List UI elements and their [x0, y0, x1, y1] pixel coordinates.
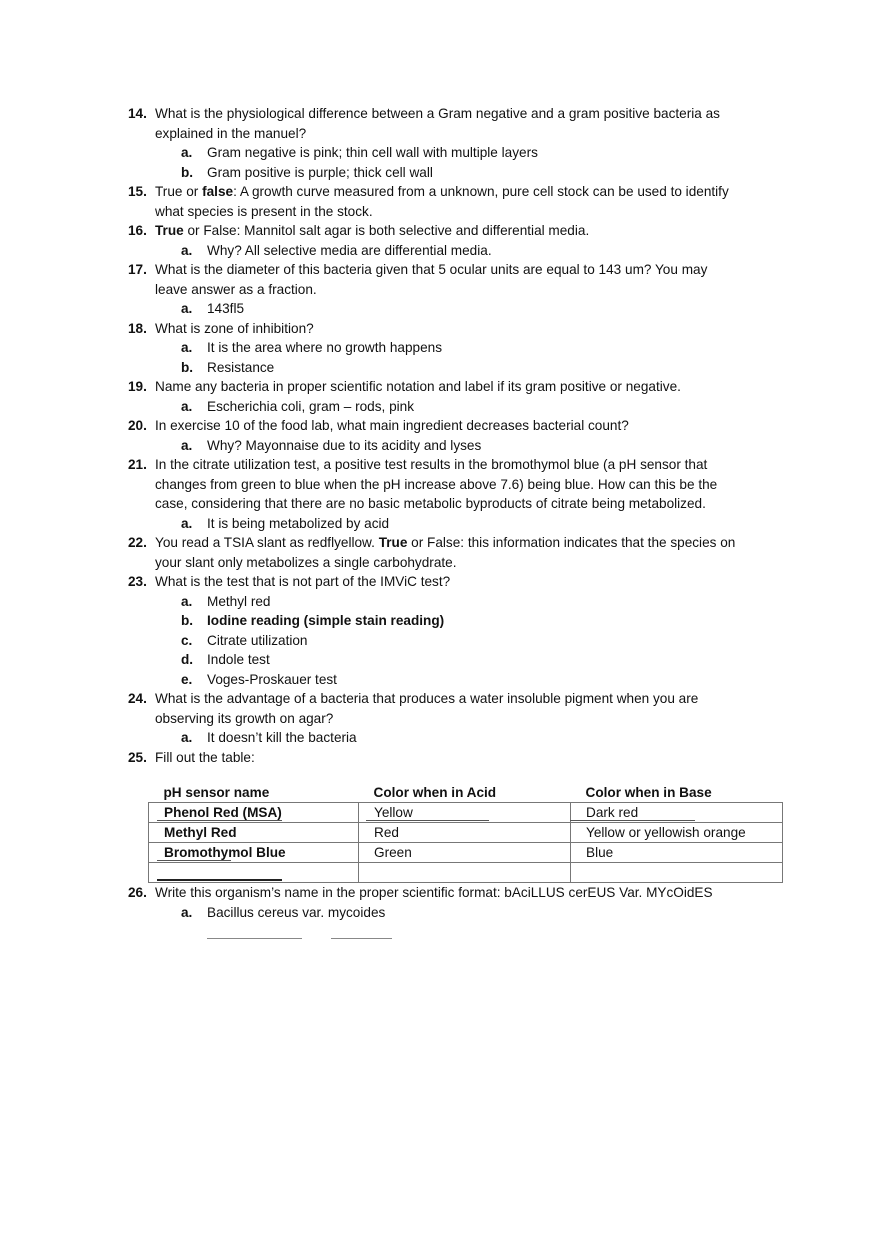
answer-item: [0, 728, 880, 748]
answer-item: [0, 358, 880, 378]
text-segment: You read a TSIA slant as redflyellow.: [155, 535, 379, 550]
question-text-line: What is the advantage of a bacteria that produces a water insoluble pigment when you are: [155, 691, 699, 706]
question-number: 15.: [128, 184, 147, 199]
answer-text: It is the area where no growth happens: [207, 340, 443, 355]
question-text-line: changes from green to blue when the pH increase above 7.6) being blue. How can this be the: [155, 476, 718, 492]
answer-text: Indole test: [207, 652, 270, 667]
answer-letter: a.: [181, 593, 193, 609]
cell-sensor: Methyl Red: [149, 823, 359, 843]
answer-text: Why? Mayonnaise due to its acidity and lyses: [207, 437, 482, 453]
question-item: [0, 689, 880, 728]
question-item: [0, 572, 880, 592]
cell-base: Blue: [571, 843, 783, 863]
answer-text: Escherichia coli, gram – rods, pink: [207, 398, 415, 414]
underline: [331, 938, 392, 939]
question-number: 22.: [128, 535, 147, 550]
underline: [157, 860, 231, 861]
question-text-line: case, considering that there are no basic metabolic byproducts of citrate being metabolized.: [155, 496, 706, 511]
cell-acid: Red: [359, 823, 571, 843]
cell-base: Yellow or yellowish orange: [571, 823, 783, 843]
question-number: 25.: [128, 749, 147, 765]
answer-item: [0, 143, 880, 163]
table-row: [149, 843, 783, 863]
question-text: Write this organism’s name in the proper scientific format: bAciLLUS cerEUS Var. MYcOidES: [155, 885, 713, 900]
question-text-line: What is the diameter of this bacteria given that 5 ocular units are equal to 143 um? You may: [155, 262, 708, 277]
text-segment: or False: this information indicates that the species on: [407, 535, 736, 550]
answer-letter: a.: [181, 340, 193, 355]
cell-acid: Yellow: [359, 803, 571, 823]
answer-letter: a.: [181, 398, 193, 414]
answer-text: Bacillus cereus var. mycoides: [207, 904, 386, 920]
answer-item: [0, 592, 880, 612]
answer-text: Voges-Proskauer test: [207, 671, 337, 687]
answer-item: [0, 514, 880, 534]
header-base-color: Color when in Base: [571, 783, 783, 803]
question-list: [0, 104, 880, 767]
bold-text: True: [378, 535, 408, 550]
question-item: [0, 377, 880, 397]
answer-item: [0, 650, 880, 670]
answer-text: 143fl5: [207, 301, 245, 316]
question-text-line: What is the physiological difference between a Gram negative and a gram positive bacteria as: [155, 106, 720, 121]
answer-letter: a.: [181, 730, 193, 745]
answer-item: [0, 299, 880, 319]
answer-letter: c.: [181, 632, 193, 648]
question-number: 26.: [128, 885, 147, 900]
underline: [366, 820, 489, 821]
bold-text: True: [155, 223, 184, 238]
question-text-line: Name any bacteria in proper scientific notation and label if its gram positive or negative.: [155, 379, 681, 394]
answer-text: It doesn’t kill the bacteria: [207, 730, 357, 745]
question-text-line: What is the test that is not part of the IMViC test?: [155, 574, 451, 589]
question-text-line: leave answer as a fraction.: [155, 281, 317, 297]
answer-letter: a.: [181, 904, 193, 920]
question-item: [0, 182, 880, 221]
cell-acid: Green: [359, 843, 571, 863]
ph-sensor-table: [148, 783, 783, 883]
question-text-line: explained in the manuel?: [155, 125, 307, 141]
question-number: 20.: [128, 418, 147, 433]
question-number: 19.: [128, 379, 147, 394]
answer-letter: b.: [181, 164, 194, 180]
answer-text: Gram negative is pink; thin cell wall with multiple layers: [207, 145, 538, 160]
answer-letter: e.: [181, 671, 193, 687]
question-text-line: In the citrate utilization test, a positive test results in the bromothymol blue (a pH sensor that: [155, 457, 708, 472]
answer-text: Iodine reading (simple stain reading): [207, 613, 445, 628]
question-item: [0, 455, 880, 514]
question-number: 23.: [128, 574, 147, 589]
underline: [570, 820, 695, 821]
question-number: 16.: [128, 223, 147, 238]
question-number: 18.: [128, 320, 147, 336]
question-item: [0, 104, 880, 143]
answer-text: Gram positive is purple; thick cell wall: [207, 164, 433, 180]
question-text-line: What is zone of inhibition?: [155, 320, 314, 336]
answer-letter: b.: [181, 359, 194, 375]
answer-text: Citrate utilization: [207, 632, 308, 648]
question-item: [0, 221, 880, 241]
question-text-line: In exercise 10 of the food lab, what main ingredient decreases bacterial count?: [155, 418, 629, 433]
question-item: [0, 748, 880, 768]
header-sensor-name: pH sensor name: [149, 783, 359, 803]
question-text-line: observing its growth on agar?: [155, 710, 334, 726]
header-acid-color: Color when in Acid: [359, 783, 571, 803]
question-number: 17.: [128, 262, 147, 277]
bold-text: false: [202, 184, 234, 199]
question-item: [0, 416, 880, 436]
answer-letter: a.: [181, 437, 193, 453]
answer-item: [0, 670, 880, 690]
answer-item: [0, 241, 880, 261]
answer-letter: a.: [181, 145, 193, 160]
question-number: 14.: [128, 106, 147, 121]
answer-text: Why? All selective media are differential media.: [207, 242, 492, 258]
cell-sensor: Phenol Red (MSA): [149, 803, 359, 823]
answer-item: [0, 397, 880, 417]
underline: [207, 938, 302, 939]
answer-item: [0, 163, 880, 183]
text-segment: True or: [155, 184, 203, 199]
underline: [157, 820, 282, 821]
cell-acid: [359, 863, 571, 883]
answer-text: It is being metabolized by acid: [207, 515, 390, 531]
question-text-line: what species is present in the stock.: [155, 203, 373, 219]
cell-base: [571, 863, 783, 883]
answer-item: [0, 631, 880, 651]
table-row: [149, 823, 783, 843]
answer-letter: a.: [181, 301, 193, 316]
text-segment: : A growth curve measured from a unknown, pure cell stock can be used to identify: [233, 184, 729, 199]
question-text-line: Fill out the table:: [155, 749, 255, 765]
question-26: [0, 883, 880, 922]
answer-letter: b.: [181, 613, 194, 628]
cell-base: Dark red: [571, 803, 783, 823]
answer-item: [0, 338, 880, 358]
question-number: 24.: [128, 691, 147, 706]
answer-item: [0, 436, 880, 456]
answer-letter: a.: [181, 242, 193, 258]
question-item: [0, 319, 880, 339]
answer-text: Resistance: [207, 359, 275, 375]
answer-letter: d.: [181, 652, 194, 667]
answer-letter: a.: [181, 515, 193, 531]
answer-text: Methyl red: [207, 593, 271, 609]
question-number: 21.: [128, 457, 147, 472]
question-text-line: your slant only metabolizes a single carbohydrate.: [155, 554, 457, 570]
text-segment: or False: Mannitol salt agar is both selective and differential media.: [183, 223, 590, 238]
question-item: [0, 260, 880, 299]
table-header-row: [149, 783, 783, 803]
cell-sensor: Bromothymol Blue: [149, 843, 359, 863]
underline: [157, 879, 282, 881]
question-item: [0, 533, 880, 572]
answer-item: [0, 611, 880, 631]
